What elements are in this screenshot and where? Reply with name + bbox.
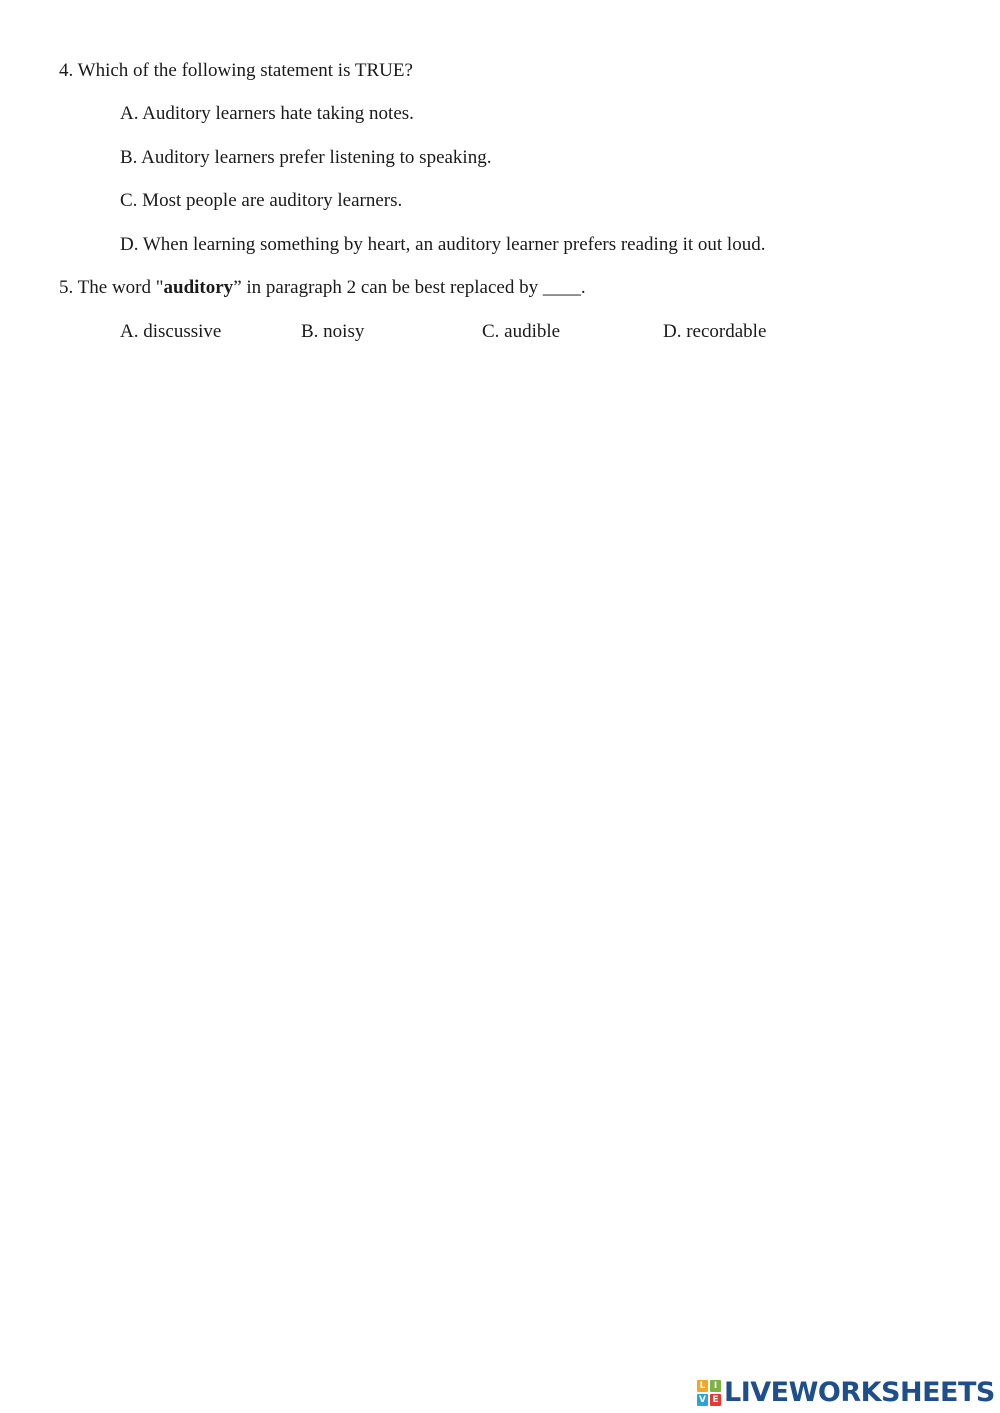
liveworksheets-logo-icon	[697, 1380, 721, 1406]
question-5-option-d: D. recordable	[663, 321, 767, 342]
question-5-option-a: A. discussive	[120, 321, 222, 342]
question-4-option-a: A. Auditory learners hate taking notes.	[120, 103, 414, 124]
logo-letter: E	[710, 1394, 721, 1406]
question-5-stem-prefix: 5. The word "	[59, 277, 164, 298]
question-4-option-d: D. When learning something by heart, an auditory learner prefers reading it out loud.	[120, 234, 766, 255]
logo-letter: L	[697, 1380, 708, 1392]
question-5-option-c: C. audible	[482, 321, 561, 342]
brand-name: LIVEWORKSHEETS	[724, 1377, 995, 1408]
question-4-stem: 4. Which of the following statement is TRUE?	[59, 60, 413, 81]
liveworksheets-brand	[697, 1378, 995, 1408]
question-4-option-c: C. Most people are auditory learners.	[120, 190, 403, 211]
logo-letter: I	[710, 1380, 721, 1392]
logo-letter: V	[697, 1394, 708, 1406]
question-5-stem	[59, 277, 586, 299]
question-5-keyword: auditory	[163, 277, 234, 298]
question-5-stem-suffix: ” in paragraph 2 can be best replaced by ____.	[233, 277, 586, 298]
question-4-option-b: B. Auditory learners prefer listening to speaking.	[120, 147, 492, 168]
question-5-option-b: B. noisy	[301, 321, 365, 342]
